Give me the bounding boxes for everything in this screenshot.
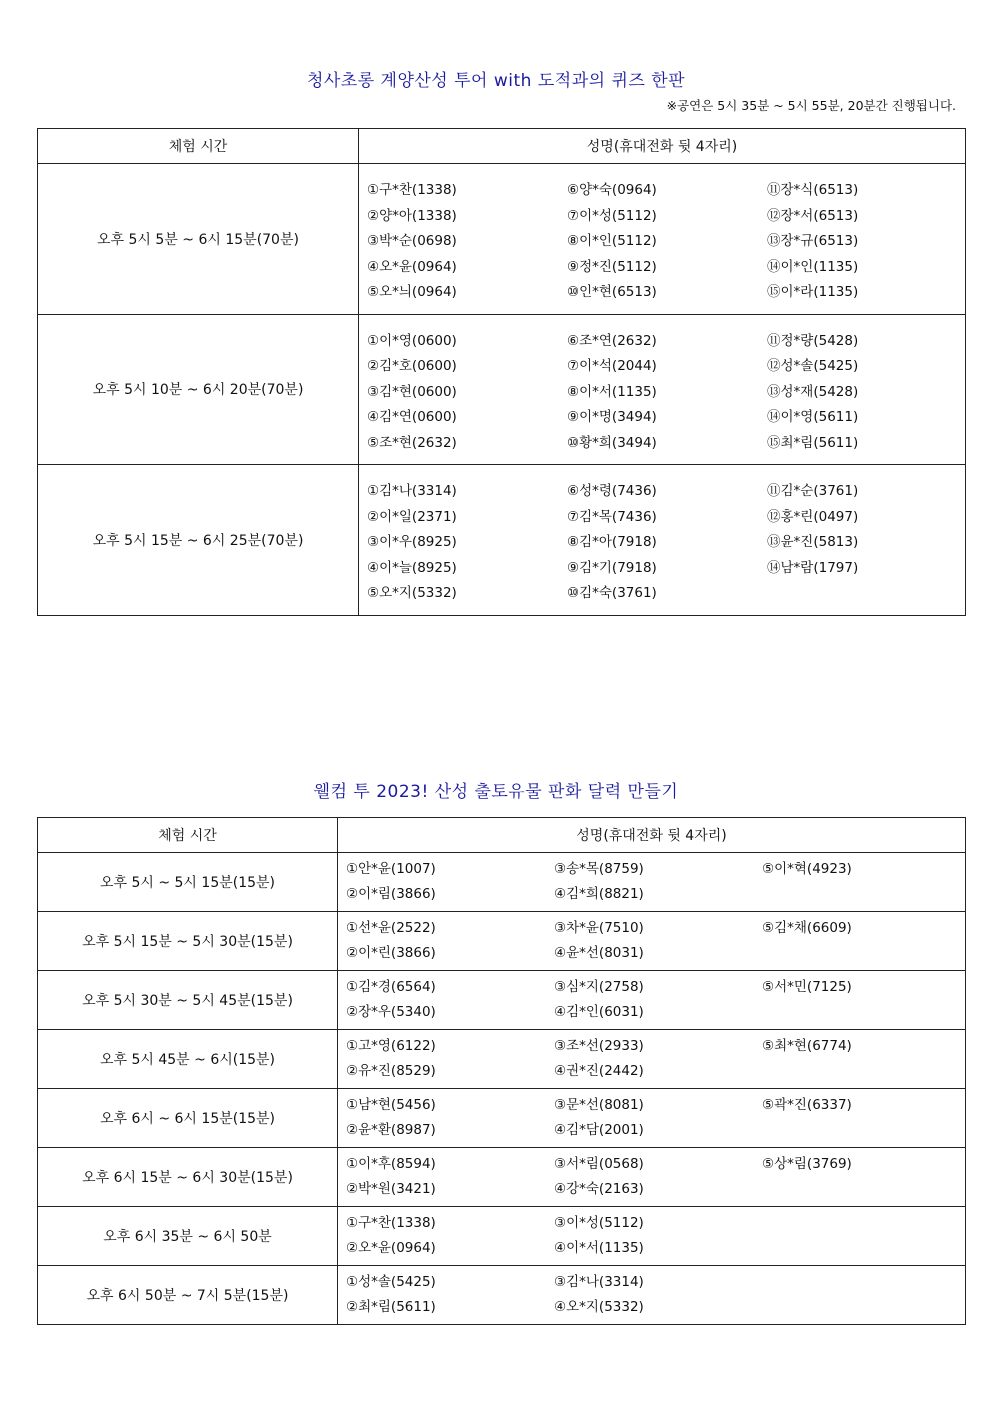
participant-grid	[338, 912, 965, 970]
participant-name: ②오*윤(0964)	[346, 1240, 436, 1256]
participant-cell	[338, 1207, 966, 1266]
table-row	[38, 1266, 966, 1325]
participant-name: ⑬성*재(5428)	[767, 383, 859, 400]
participant-name: ④김*담(2001)	[554, 1122, 644, 1138]
participant-name: ②양*아(1338)	[367, 207, 457, 224]
participant-name	[762, 1295, 962, 1320]
participant-name: ③심*지(2758)	[554, 979, 644, 995]
participant-name: ①안*윤(1007)	[346, 861, 436, 877]
participant-name: ②이*림(3866)	[346, 886, 436, 902]
participant-grid	[359, 465, 965, 615]
participant-name: ⑩황*희(3494)	[567, 434, 657, 451]
participant-name: ④이*서(1135)	[554, 1240, 644, 1256]
header-names: 성명(휴대전화 뒷 4자리)	[338, 818, 966, 853]
participant-cell	[338, 971, 966, 1030]
participant-name	[762, 941, 962, 966]
participant-name: ②이*일(2371)	[367, 508, 457, 525]
participant-name: ①구*찬(1338)	[367, 182, 457, 198]
table-row	[38, 1089, 966, 1148]
participant-name: ⑭이*영(5611)	[767, 409, 859, 425]
participant-name: ⑤오*늬(0964)	[367, 284, 457, 300]
participant-name: ①남*현(5456)	[346, 1097, 436, 1113]
participant-name: ⑤이*혁(4923)	[762, 861, 852, 877]
participant-name: ④권*진(2442)	[554, 1063, 644, 1079]
participant-name: ①구*찬(1338)	[346, 1215, 436, 1231]
quiz-title: 청사초롱 계양산성 투어 with 도적과의 퀴즈 한판	[306, 71, 686, 91]
participant-grid	[338, 1207, 965, 1265]
participant-name: ④김*희(8821)	[554, 886, 644, 902]
participant-grid	[359, 164, 965, 314]
time-slot: 오후 5시 15분 ~ 5시 30분(15분)	[38, 912, 338, 971]
participant-name: ④김*인(6031)	[554, 1004, 644, 1020]
participant-name: ⑧이*인(5112)	[567, 233, 657, 249]
participant-name: ④윤*선(8031)	[554, 945, 644, 961]
participant-cell	[338, 1148, 966, 1207]
participant-name: ①선*윤(2522)	[346, 920, 436, 936]
participant-name: ⑪장*식(6513)	[767, 182, 859, 198]
participant-name: ⑨김*기(7918)	[567, 559, 657, 576]
table-row	[38, 912, 966, 971]
time-slot: 오후 5시 5분 ~ 6시 15분(70분)	[38, 164, 359, 315]
participant-cell	[338, 1030, 966, 1089]
time-slot: 오후 5시 ~ 5시 15분(15분)	[38, 853, 338, 912]
participant-name: ③김*현(0600)	[367, 383, 457, 400]
table-row	[38, 1148, 966, 1207]
participant-name: ②김*호(0600)	[367, 358, 457, 374]
participant-name: ⑤조*현(2632)	[367, 434, 457, 451]
participant-name	[762, 1270, 962, 1295]
participant-name: ②장*우(5340)	[346, 1004, 436, 1020]
participant-grid	[338, 971, 965, 1029]
participant-name	[767, 581, 967, 607]
time-slot: 오후 5시 45분 ~ 6시(15분)	[38, 1030, 338, 1089]
participant-cell	[338, 1266, 966, 1325]
participant-name: ④김*연(0600)	[367, 409, 457, 425]
table-row	[38, 314, 966, 465]
participant-name: ⑫장*서(6513)	[767, 207, 859, 224]
participant-name: ③이*우(8925)	[367, 534, 457, 550]
participant-name: ⑭이*인(1135)	[767, 258, 859, 275]
participant-name: ④오*윤(0964)	[367, 258, 457, 275]
participant-cell	[359, 314, 966, 465]
participant-name: ③이*성(5112)	[554, 1215, 644, 1231]
participant-name: ③조*선(2933)	[554, 1038, 644, 1054]
participant-name: ②유*진(8529)	[346, 1063, 436, 1079]
participant-name: ②윤*환(8987)	[346, 1122, 436, 1138]
participant-name: ⑬장*규(6513)	[767, 233, 859, 249]
time-slot: 오후 5시 15분 ~ 6시 25분(70분)	[38, 465, 359, 616]
participant-name: ③김*나(3314)	[554, 1274, 644, 1290]
calendar-table-body	[38, 853, 966, 1325]
participant-name: ⑧김*아(7918)	[567, 534, 657, 550]
participant-name: ③문*선(8081)	[554, 1097, 644, 1113]
participant-name: ⑤서*민(7125)	[762, 979, 852, 995]
participant-name	[762, 1118, 962, 1143]
participant-grid	[338, 1148, 965, 1206]
participant-name: ③박*순(0698)	[367, 233, 457, 249]
participant-name: ⑤오*지(5332)	[367, 585, 457, 601]
participant-name: ⑧이*서(1135)	[567, 383, 657, 400]
calendar-schedule-table	[37, 817, 966, 1325]
participant-name: ①성*솔(5425)	[346, 1274, 436, 1290]
participant-name: ③송*목(8759)	[554, 861, 644, 877]
participant-name: ⑨정*진(5112)	[567, 258, 657, 275]
header-names: 성명(휴대전화 뒷 4자리)	[359, 129, 966, 164]
table-row	[38, 465, 966, 616]
participant-cell	[359, 164, 966, 315]
calendar-title: 웰컴 투 2023! 산성 출토유물 판화 달력 만들기	[313, 782, 679, 802]
participant-name: ⑮최*림(5611)	[767, 434, 859, 451]
participant-name: ①이*후(8594)	[346, 1156, 436, 1172]
table-row	[38, 164, 966, 315]
participant-name	[762, 1000, 962, 1025]
table-row	[38, 1030, 966, 1089]
participant-name: ⑪김*순(3761)	[767, 483, 859, 499]
header-time: 체험 시간	[38, 129, 359, 164]
participant-name	[762, 1177, 962, 1202]
participant-grid	[338, 853, 965, 911]
participant-name: ⑩인*현(6513)	[567, 284, 657, 300]
participant-name: ⑬윤*진(5813)	[767, 534, 859, 550]
participant-name: ①고*영(6122)	[346, 1038, 436, 1054]
participant-name: ⑦이*성(5112)	[567, 207, 657, 224]
participant-name: ⑦이*석(2044)	[567, 358, 657, 374]
participant-grid	[359, 315, 965, 465]
quiz-table-body	[38, 164, 966, 616]
participant-cell	[338, 1089, 966, 1148]
participant-name: ⑨이*명(3494)	[567, 409, 657, 425]
participant-name	[762, 1236, 962, 1261]
participant-cell	[338, 912, 966, 971]
participant-cell	[359, 465, 966, 616]
participant-name: ⑤곽*진(6337)	[762, 1097, 852, 1113]
participant-name: ②이*린(3866)	[346, 945, 436, 961]
participant-name: ③차*윤(7510)	[554, 920, 644, 936]
participant-name: ①김*경(6564)	[346, 979, 436, 995]
participant-name: ⑤최*현(6774)	[762, 1038, 852, 1054]
participant-name: ①이*영(0600)	[367, 332, 457, 349]
table-row	[38, 853, 966, 912]
participant-name: ⑦김*목(7436)	[567, 508, 657, 525]
participant-name: ⑤상*림(3769)	[762, 1156, 852, 1172]
participant-cell	[338, 853, 966, 912]
time-slot: 오후 5시 30분 ~ 5시 45분(15분)	[38, 971, 338, 1030]
participant-name	[762, 882, 962, 907]
participant-name: ④오*지(5332)	[554, 1299, 644, 1315]
header-time: 체험 시간	[38, 818, 338, 853]
participant-name: ⑥조*연(2632)	[567, 332, 657, 349]
participant-name: ⑥양*숙(0964)	[567, 182, 657, 198]
time-slot: 오후 6시 35분 ~ 6시 50분	[38, 1207, 338, 1266]
participant-name	[762, 1059, 962, 1084]
time-slot: 오후 6시 15분 ~ 6시 30분(15분)	[38, 1148, 338, 1207]
participant-name: ②박*원(3421)	[346, 1181, 436, 1197]
participant-grid	[338, 1266, 965, 1324]
participant-name: ⑩김*숙(3761)	[567, 585, 657, 601]
table-row	[38, 971, 966, 1030]
participant-name: ④강*숙(2163)	[554, 1181, 644, 1197]
time-slot: 오후 6시 ~ 6시 15분(15분)	[38, 1089, 338, 1148]
participant-grid	[338, 1030, 965, 1088]
participant-name: ⑭남*람(1797)	[767, 559, 859, 576]
participant-name: ③서*림(0568)	[554, 1156, 644, 1172]
table-row	[38, 1207, 966, 1266]
time-slot: 오후 5시 10분 ~ 6시 20분(70분)	[38, 314, 359, 465]
participant-name: ⑥성*령(7436)	[567, 483, 657, 499]
performance-note: ※공연은 5시 35분 ~ 5시 55분, 20분간 진행됩니다.	[666, 98, 956, 113]
participant-name: ⑮이*라(1135)	[767, 284, 859, 300]
participant-name: ⑫성*솔(5425)	[767, 358, 859, 374]
participant-name: ④이*늘(8925)	[367, 559, 457, 576]
participant-grid	[338, 1089, 965, 1147]
participant-name: ②최*림(5611)	[346, 1299, 436, 1315]
participant-name: ⑤김*채(6609)	[762, 920, 852, 936]
participant-name	[762, 1211, 962, 1236]
participant-name: ⑪정*량(5428)	[767, 332, 859, 349]
participant-name: ①김*나(3314)	[367, 483, 457, 499]
time-slot: 오후 6시 50분 ~ 7시 5분(15분)	[38, 1266, 338, 1325]
participant-name: ⑫홍*린(0497)	[767, 508, 859, 525]
quiz-schedule-table	[37, 128, 966, 616]
